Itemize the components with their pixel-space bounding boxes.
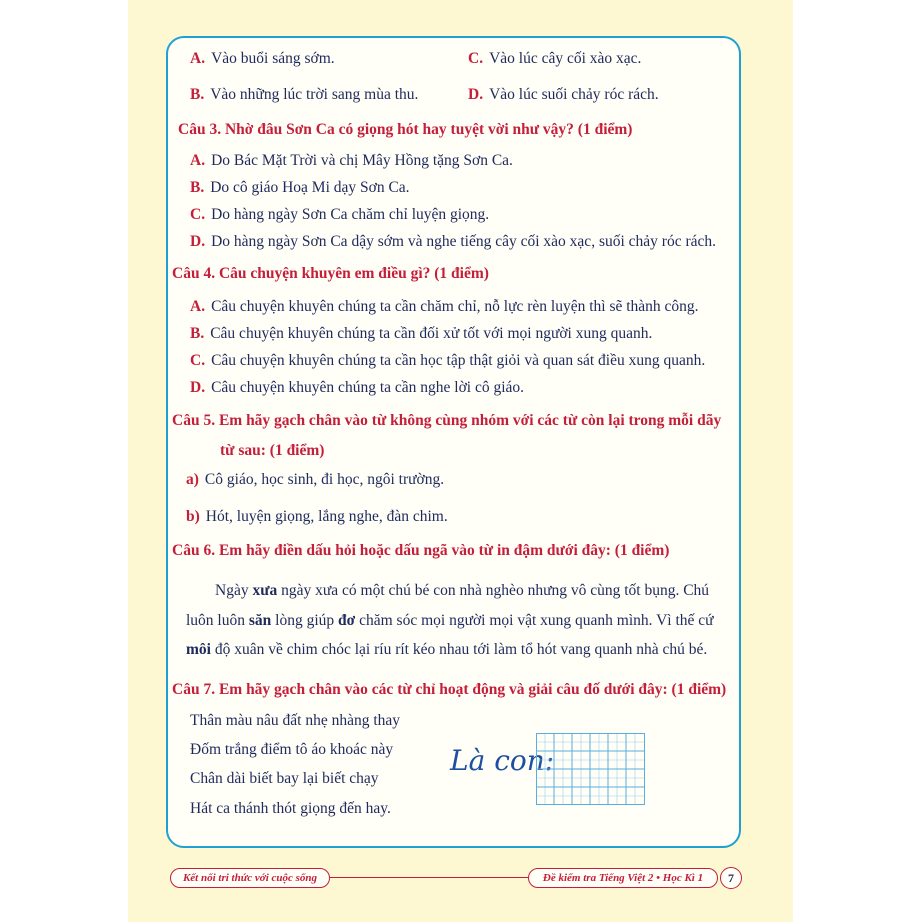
option-letter: B. — [190, 325, 205, 342]
item-letter: a) — [186, 471, 199, 488]
q4-option-b — [190, 325, 652, 343]
option-letter: D. — [190, 379, 206, 396]
option-letter: D. — [190, 233, 206, 250]
q6-paragraph-line1 — [215, 582, 709, 600]
option-text: Vào lúc suối chảy róc rách. — [489, 86, 659, 103]
footer-book-label: Đề kiểm tra Tiếng Việt 2 • Học Kì 1 — [528, 868, 718, 888]
item-letter: b) — [186, 508, 200, 525]
item-text: Cô giáo, học sinh, đi học, ngôi trường. — [204, 471, 445, 488]
option-letter: A. — [190, 152, 206, 169]
option-letter: C. — [468, 50, 484, 67]
option-letter: C. — [190, 352, 206, 369]
footer-divider — [330, 877, 530, 878]
q2-option-c — [468, 50, 641, 68]
option-text: Câu chuyện khuyên chúng ta cần nghe lời cô giáo. — [211, 379, 525, 396]
option-text: Câu chuyện khuyên chúng ta cần chăm chỉ, nỗ lực rèn luyện thì sẽ thành công. — [211, 298, 699, 315]
option-text: Do cô giáo Hoạ Mi dạy Sơn Ca. — [210, 179, 410, 196]
answer-grid-svg — [536, 733, 645, 805]
text-segment: lòng giúp — [271, 612, 339, 629]
text-segment: chăm sóc mọi người mọi vật xung quanh mình. Vì thế cứ — [355, 612, 714, 629]
option-letter: B. — [190, 86, 205, 103]
item-text: Hót, luyện giọng, lắng nghe, đàn chim. — [205, 508, 448, 525]
option-text: Câu chuyện khuyên chúng ta cần đối xử tốt với mọi người xung quanh. — [210, 325, 653, 342]
option-letter: D. — [468, 86, 484, 103]
option-letter: A. — [190, 298, 206, 315]
q7-title: Câu 7. Em hãy gạch chân vào các từ chỉ hoạt động và giải câu đố dưới đây: (1 điểm) — [172, 681, 727, 698]
option-letter: B. — [190, 179, 205, 196]
q6-title: Câu 6. Em hãy điền dấu hỏi hoặc dấu ngã vào từ in đậm dưới đây: (1 điểm) — [172, 542, 670, 559]
option-text: Vào buổi sáng sớm. — [211, 50, 335, 67]
page-number: 7 — [720, 867, 742, 889]
q5-title-line2: từ sau: (1 điểm) — [220, 442, 325, 459]
q5-title-line1: Câu 5. Em hãy gạch chân vào từ không cùng nhóm với các từ còn lại trong mỗi dãy — [172, 412, 722, 429]
option-text: Câu chuyện khuyên chúng ta cần học tập thật giỏi và quan sát điều xung quanh. — [211, 352, 706, 369]
poem-line: Đốm trắng điểm tô áo khoác này — [190, 741, 394, 758]
option-text: Do hàng ngày Sơn Ca dậy sớm và nghe tiếng cây cối xào xạc, suối chảy róc rách. — [211, 233, 717, 250]
option-letter: C. — [190, 206, 206, 223]
q4-title: Câu 4. Câu chuyện khuyên em điều gì? (1 điểm) — [172, 265, 489, 282]
q3-option-c — [190, 206, 489, 224]
text-segment: độ xuân về chim chóc lại ríu rít kéo nhau tới làm tổ hót vang quanh nhà chú bé. — [210, 641, 708, 658]
option-text: Vào những lúc trời sang mùa thu. — [210, 86, 419, 103]
answer-label: Là con: — [450, 744, 555, 777]
q6-paragraph-line3 — [186, 641, 707, 659]
q2-option-d — [468, 86, 659, 104]
answer-grid[interactable] — [536, 733, 645, 805]
q2-option-b — [190, 86, 418, 104]
bold-word: môi — [186, 641, 211, 658]
text-segment: luôn luôn — [186, 612, 249, 629]
q5-item-b — [186, 508, 448, 526]
bold-word: săn — [248, 612, 272, 629]
option-text: Vào lúc cây cối xào xạc. — [489, 50, 642, 67]
q6-paragraph-line2 — [186, 612, 714, 630]
q2-option-a — [190, 50, 335, 68]
option-letter: A. — [190, 50, 206, 67]
q4-option-d — [190, 379, 524, 397]
text-segment: ngày xưa có một chú bé con nhà nghèo nhưng vô cùng tốt bụng. Chú — [277, 582, 710, 599]
option-text: Do Bác Mặt Trời và chị Mây Hồng tặng Sơn Ca. — [211, 152, 513, 169]
q4-option-c — [190, 352, 705, 370]
option-text: Do hàng ngày Sơn Ca chăm chỉ luyện giọng. — [211, 206, 490, 223]
q5-item-a — [186, 471, 444, 489]
q4-option-a — [190, 298, 699, 316]
poem-line: Chân dài biết bay lại biết chạy — [190, 770, 379, 787]
q3-option-b — [190, 179, 410, 197]
q3-option-a — [190, 152, 513, 170]
footer-series-label: Kết nối tri thức với cuộc sống — [170, 868, 330, 888]
q3-option-d — [190, 233, 716, 251]
q3-title: Câu 3. Nhờ đâu Sơn Ca có giọng hót hay tuyệt vời như vậy? (1 điểm) — [178, 121, 633, 138]
bold-word: xưa — [252, 582, 278, 599]
poem-line: Thân màu nâu đất nhẹ nhàng thay — [190, 712, 401, 729]
text-segment: Ngày — [215, 582, 253, 599]
bold-word: đơ — [338, 612, 356, 629]
poem-line: Hát ca thánh thót giọng đến hay. — [190, 800, 391, 817]
